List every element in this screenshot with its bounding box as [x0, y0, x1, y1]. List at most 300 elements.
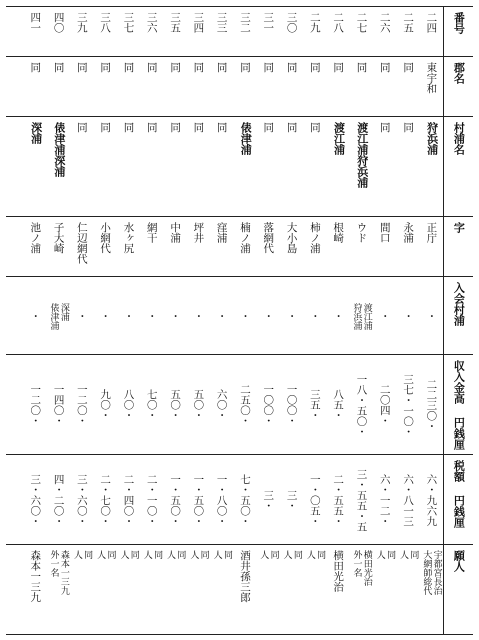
cell-text: 四・二〇・: [52, 473, 65, 527]
cell-text: 七〇・: [145, 389, 158, 421]
cell-shunyu: [420, 360, 443, 450]
cell-mura: [303, 122, 326, 212]
row-number: 三八: [99, 12, 112, 33]
cell-text: 八〇・: [122, 389, 135, 421]
cell-gun: [420, 62, 443, 112]
cell-aza: [163, 222, 186, 272]
ledger-table: [6, 6, 473, 634]
cell-text: 永浦: [402, 222, 415, 243]
cell-gun: [350, 62, 373, 112]
cell-iriai: [94, 282, 117, 350]
cell-text: 同: [122, 62, 135, 73]
cell-aza: [303, 222, 326, 272]
cell-ganin: [350, 550, 373, 630]
cell-text: 七・五〇・: [238, 473, 251, 527]
cell-shunyu: [327, 360, 350, 450]
cell-text: 同 人: [188, 550, 209, 559]
cell-text: 同: [122, 122, 135, 133]
row-number: 四〇: [52, 12, 65, 33]
cell-mura: [140, 122, 163, 212]
row-divider: [6, 634, 473, 635]
cell-shunyu: [24, 360, 47, 450]
cell-mura: [24, 122, 47, 212]
cell-no: [24, 12, 47, 52]
header-label: 村浦名: [452, 122, 466, 155]
cell-text: 同: [402, 122, 415, 133]
cell-zei: [117, 460, 140, 540]
cell-text: ・: [238, 310, 251, 322]
cell-text: 同: [215, 62, 228, 73]
cell-text: 小網代: [99, 222, 112, 254]
cell-no: [70, 12, 93, 52]
cell-zei: [187, 460, 210, 540]
cell-text: 同 人: [95, 550, 116, 559]
cell-zei: [396, 460, 419, 540]
cell-zei: [24, 460, 47, 540]
cell-iriai: [47, 282, 70, 350]
cell-ganin: [94, 550, 117, 630]
row-divider: [6, 276, 473, 277]
cell-text: ・: [262, 310, 275, 322]
cell-zei: [163, 460, 186, 540]
cell-text: 森本一三九: [29, 550, 42, 603]
cell-no: [47, 12, 70, 52]
cell-ganin: [70, 550, 93, 630]
cell-text: 同 人: [374, 550, 396, 559]
cell-text: 楠ノ浦: [238, 222, 251, 254]
header-label: 願人: [452, 550, 466, 572]
cell-text: 水ヶ尻: [122, 222, 135, 254]
cell-shunyu: [396, 360, 419, 450]
cell-ganin: [47, 550, 70, 630]
cell-text: 間口: [378, 222, 391, 243]
cell-gun: [70, 62, 93, 112]
cell-zei: [210, 460, 233, 540]
cell-text: 六・九六九: [425, 473, 438, 527]
cell-text: ・: [169, 310, 182, 322]
header-mura: [443, 122, 473, 214]
cell-gun: [163, 62, 186, 112]
cell-text: 同: [355, 62, 368, 73]
cell-iriai: [117, 282, 140, 350]
cell-text: 同 人: [304, 550, 326, 559]
row-number: 二五: [402, 12, 415, 33]
cell-text: 同: [75, 122, 88, 133]
cell-text: 池ノ浦: [29, 222, 42, 254]
cell-iriai: [163, 282, 186, 350]
cell-text: 同 人: [398, 550, 419, 559]
cell-iriai: [373, 282, 396, 350]
row-number: 三九: [75, 12, 88, 33]
cell-text: 一・五〇・: [192, 473, 205, 527]
cell-no: [117, 12, 140, 52]
cell-mura: [350, 122, 373, 212]
cell-zei: [47, 460, 70, 540]
cell-text: 同: [285, 62, 298, 73]
cell-text: 同: [378, 62, 391, 73]
cell-gun: [373, 62, 396, 112]
cell-aza: [257, 222, 280, 272]
cell-text: 二五〇・: [238, 384, 251, 426]
header-label: 郡名: [452, 62, 466, 84]
cell-gun: [94, 62, 117, 112]
cell-shunyu: [303, 360, 326, 450]
cell-mura: [420, 122, 443, 212]
cell-aza: [140, 222, 163, 272]
cell-text: 柿ノ浦: [308, 222, 321, 254]
cell-text: 俵津浦深浦: [52, 122, 66, 177]
cell-text: ・: [285, 310, 298, 322]
cell-text: 渡江浦 狩浜浦: [351, 302, 372, 330]
cell-ganin: [140, 550, 163, 630]
cell-text: 渡江浦: [332, 122, 346, 155]
cell-text: 同: [308, 122, 321, 133]
row-number: 三〇: [285, 12, 298, 33]
cell-text: 一二〇・: [29, 384, 42, 426]
cell-aza: [280, 222, 303, 272]
cell-shunyu: [373, 360, 396, 450]
cell-text: 宇都宮長治 大網師総代: [421, 550, 442, 595]
cell-no: [373, 12, 396, 52]
cell-aza: [350, 222, 373, 272]
cell-zei: [257, 460, 280, 540]
cell-text: 六・一二・: [378, 473, 391, 527]
cell-ganin: [373, 550, 396, 630]
cell-ganin: [210, 550, 233, 630]
cell-aza: [210, 222, 233, 272]
cell-aza: [187, 222, 210, 272]
cell-iriai: [420, 282, 443, 350]
cell-aza: [94, 222, 117, 272]
row-number: 二四: [425, 12, 438, 33]
cell-no: [303, 12, 326, 52]
cell-aza: [233, 222, 256, 272]
cell-text: 横田光治 外一名: [351, 550, 372, 586]
cell-text: ・: [378, 310, 391, 322]
row-divider: [6, 6, 473, 7]
cell-aza: [117, 222, 140, 272]
cell-shunyu: [210, 360, 233, 450]
cell-text: 九〇・: [99, 389, 112, 421]
cell-iriai: [210, 282, 233, 350]
row-number: 三三: [215, 12, 228, 33]
cell-shunyu: [233, 360, 256, 450]
cell-iriai: [257, 282, 280, 350]
cell-iriai: [303, 282, 326, 350]
cell-mura: [280, 122, 303, 212]
cell-iriai: [327, 282, 350, 350]
cell-text: 同 人: [165, 550, 186, 559]
cell-gun: [117, 62, 140, 112]
cell-zei: [327, 460, 350, 540]
header-gun: [443, 62, 473, 114]
cell-zei: [303, 460, 326, 540]
cell-ganin: [396, 550, 419, 630]
cell-iriai: [396, 282, 419, 350]
cell-text: ・: [99, 310, 112, 322]
cell-zei: [233, 460, 256, 540]
row-number: 二六: [378, 12, 391, 33]
cell-no: [350, 12, 373, 52]
cell-shunyu: [117, 360, 140, 450]
cell-text: 二・五五・: [332, 473, 345, 527]
cell-text: 三・六〇・: [29, 473, 42, 527]
cell-text: 八五・: [332, 389, 345, 421]
header-ganin: [443, 550, 473, 632]
cell-zei: [280, 460, 303, 540]
cell-text: 一二〇・: [75, 384, 88, 426]
cell-shunyu: [163, 360, 186, 450]
cell-ganin: [163, 550, 186, 630]
row-divider: [6, 544, 473, 545]
cell-aza: [420, 222, 443, 272]
cell-text: 落網代: [262, 222, 275, 254]
cell-text: 一四〇・: [52, 384, 65, 426]
cell-text: ・: [29, 310, 42, 322]
cell-text: 一・五〇・: [169, 473, 182, 527]
cell-text: 同: [52, 62, 65, 73]
cell-mura: [47, 122, 70, 212]
header-label: 税額 円銭厘: [452, 460, 466, 528]
cell-ganin: [187, 550, 210, 630]
row-number: 二九: [308, 12, 321, 33]
cell-aza: [373, 222, 396, 272]
cell-text: 同: [402, 62, 415, 73]
cell-text: 同: [215, 122, 228, 133]
cell-text: 六〇・: [215, 389, 228, 421]
cell-no: [187, 12, 210, 52]
row-divider: [6, 216, 473, 217]
cell-text: 同: [169, 62, 182, 73]
row-number: 三二: [238, 12, 251, 33]
row-divider: [6, 56, 473, 57]
cell-text: 一〇〇・: [285, 384, 298, 426]
cell-text: 一〇〇・: [262, 384, 275, 426]
cell-zei: [420, 460, 443, 540]
header-iriai: [443, 282, 473, 352]
cell-text: 一八・五〇・: [355, 373, 368, 437]
cell-text: ・: [402, 310, 415, 322]
cell-gun: [140, 62, 163, 112]
cell-text: 同 人: [141, 550, 163, 559]
cell-aza: [70, 222, 93, 272]
cell-aza: [47, 222, 70, 272]
cell-ganin: [327, 550, 350, 630]
cell-text: 同: [308, 62, 321, 73]
header-label: 収入金高 円銭厘: [452, 360, 466, 450]
header-label: 字: [452, 222, 466, 233]
cell-no: [94, 12, 117, 52]
cell-text: 大小島: [285, 222, 298, 254]
cell-text: 網干: [145, 222, 158, 243]
cell-text: 同: [145, 122, 158, 133]
cell-mura: [373, 122, 396, 212]
cell-text: 二二三〇・: [425, 378, 438, 432]
cell-no: [327, 12, 350, 52]
cell-mura: [233, 122, 256, 212]
cell-text: 深浦 俵津浦: [48, 302, 69, 330]
cell-text: 子大崎: [52, 222, 65, 254]
cell-shunyu: [94, 360, 117, 450]
cell-text: 深浦: [29, 122, 43, 144]
header-label: 入会村浦: [452, 282, 466, 326]
cell-text: 同: [285, 122, 298, 133]
cell-text: 窪浦: [215, 222, 228, 243]
cell-text: 同: [169, 122, 182, 133]
header-label: 番号: [452, 12, 466, 34]
cell-mura: [117, 122, 140, 212]
cell-text: 三・: [285, 489, 298, 511]
cell-text: 三五・: [308, 389, 321, 421]
cell-text: 同: [378, 122, 391, 133]
cell-shunyu: [187, 360, 210, 450]
row-divider: [6, 116, 473, 117]
cell-text: 根崎: [332, 222, 345, 243]
cell-ganin: [420, 550, 443, 630]
cell-text: 同 人: [211, 550, 232, 559]
row-number: 二七: [355, 12, 368, 33]
cell-shunyu: [350, 360, 373, 450]
cell-iriai: [24, 282, 47, 350]
cell-iriai: [350, 282, 373, 350]
cell-text: 同 人: [118, 550, 139, 559]
cell-text: 一・〇五・: [308, 473, 321, 527]
cell-text: 同: [192, 62, 205, 73]
cell-text: 一・八〇・: [215, 473, 228, 527]
cell-text: 同: [99, 62, 112, 73]
row-number: 三六: [145, 12, 158, 33]
cell-gun: [396, 62, 419, 112]
cell-no: [163, 12, 186, 52]
header-shunyu: [443, 360, 473, 452]
cell-mura: [327, 122, 350, 212]
cell-mura: [163, 122, 186, 212]
cell-text: 同: [75, 62, 88, 73]
cell-text: ・: [75, 310, 88, 322]
cell-text: 同: [192, 122, 205, 133]
cell-shunyu: [280, 360, 303, 450]
row-number: 二八: [332, 12, 345, 33]
cell-text: 仁辺網代: [75, 222, 88, 264]
cell-text: 同: [332, 62, 345, 73]
cell-text: 二・四〇・: [122, 473, 135, 527]
cell-no: [233, 12, 256, 52]
cell-no: [280, 12, 303, 52]
cell-text: ・: [308, 310, 321, 322]
cell-text: 中浦: [169, 222, 182, 243]
cell-text: ・: [425, 310, 438, 322]
cell-gun: [327, 62, 350, 112]
cell-no: [396, 12, 419, 52]
cell-gun: [47, 62, 70, 112]
cell-text: 森本一三九 外一名: [48, 550, 69, 595]
cell-zei: [70, 460, 93, 540]
cell-ganin: [280, 550, 303, 630]
cell-text: 同: [262, 122, 275, 133]
cell-mura: [94, 122, 117, 212]
cell-zei: [373, 460, 396, 540]
cell-shunyu: [140, 360, 163, 450]
header-aza: [443, 222, 473, 274]
cell-ganin: [257, 550, 280, 630]
cell-iriai: [70, 282, 93, 350]
cell-ganin: [117, 550, 140, 630]
cell-text: 同: [29, 62, 42, 73]
cell-gun: [24, 62, 47, 112]
row-number: 四一: [29, 12, 42, 33]
row-number: 三一: [262, 12, 275, 33]
cell-shunyu: [70, 360, 93, 450]
cell-iriai: [233, 282, 256, 350]
row-divider: [6, 354, 473, 355]
cell-aza: [396, 222, 419, 272]
cell-text: 同 人: [71, 550, 93, 559]
cell-text: 東宇和: [425, 62, 438, 94]
cell-no: [420, 12, 443, 52]
row-divider: [6, 454, 473, 455]
cell-text: 狩浜浦: [425, 122, 439, 155]
cell-text: ・: [122, 310, 135, 322]
cell-text: 三・六〇・: [75, 473, 88, 527]
cell-text: ・: [145, 310, 158, 322]
cell-ganin: [24, 550, 47, 630]
cell-iriai: [280, 282, 303, 350]
cell-text: 俵津浦: [239, 122, 253, 155]
cell-text: 三七・一〇・: [402, 373, 415, 437]
cell-ganin: [303, 550, 326, 630]
header-no: [443, 12, 473, 54]
cell-text: ・: [192, 310, 205, 322]
cell-no: [140, 12, 163, 52]
cell-text: ・: [215, 310, 228, 322]
cell-gun: [233, 62, 256, 112]
cell-text: 同: [99, 122, 112, 133]
header-zei: [443, 460, 473, 542]
cell-zei: [94, 460, 117, 540]
cell-text: 三・: [262, 489, 275, 511]
cell-text: 正庁: [425, 222, 438, 243]
cell-iriai: [187, 282, 210, 350]
cell-text: 同 人: [281, 550, 302, 559]
cell-mura: [70, 122, 93, 212]
cell-gun: [210, 62, 233, 112]
cell-text: 同: [145, 62, 158, 73]
cell-text: 同: [262, 62, 275, 73]
cell-text: 二・一〇・: [145, 473, 158, 527]
row-number: 三七: [122, 12, 135, 33]
cell-zei: [140, 460, 163, 540]
cell-text: ・: [332, 310, 345, 322]
cell-text: 渡江浦狩浜浦: [355, 122, 369, 188]
cell-text: 五〇・: [169, 389, 182, 421]
row-number: 三五: [169, 12, 182, 33]
cell-text: 酒井孫三郎: [238, 550, 251, 603]
cell-text: 五〇・: [192, 389, 205, 421]
cell-aza: [24, 222, 47, 272]
cell-text: 坪井: [192, 222, 205, 243]
cell-mura: [257, 122, 280, 212]
row-number: 三四: [192, 12, 205, 33]
cell-text: 同 人: [258, 550, 279, 559]
cell-mura: [210, 122, 233, 212]
cell-mura: [396, 122, 419, 212]
cell-gun: [303, 62, 326, 112]
cell-gun: [280, 62, 303, 112]
cell-ganin: [233, 550, 256, 630]
cell-no: [257, 12, 280, 52]
cell-text: 横田光治: [332, 550, 345, 592]
cell-zei: [350, 460, 373, 540]
